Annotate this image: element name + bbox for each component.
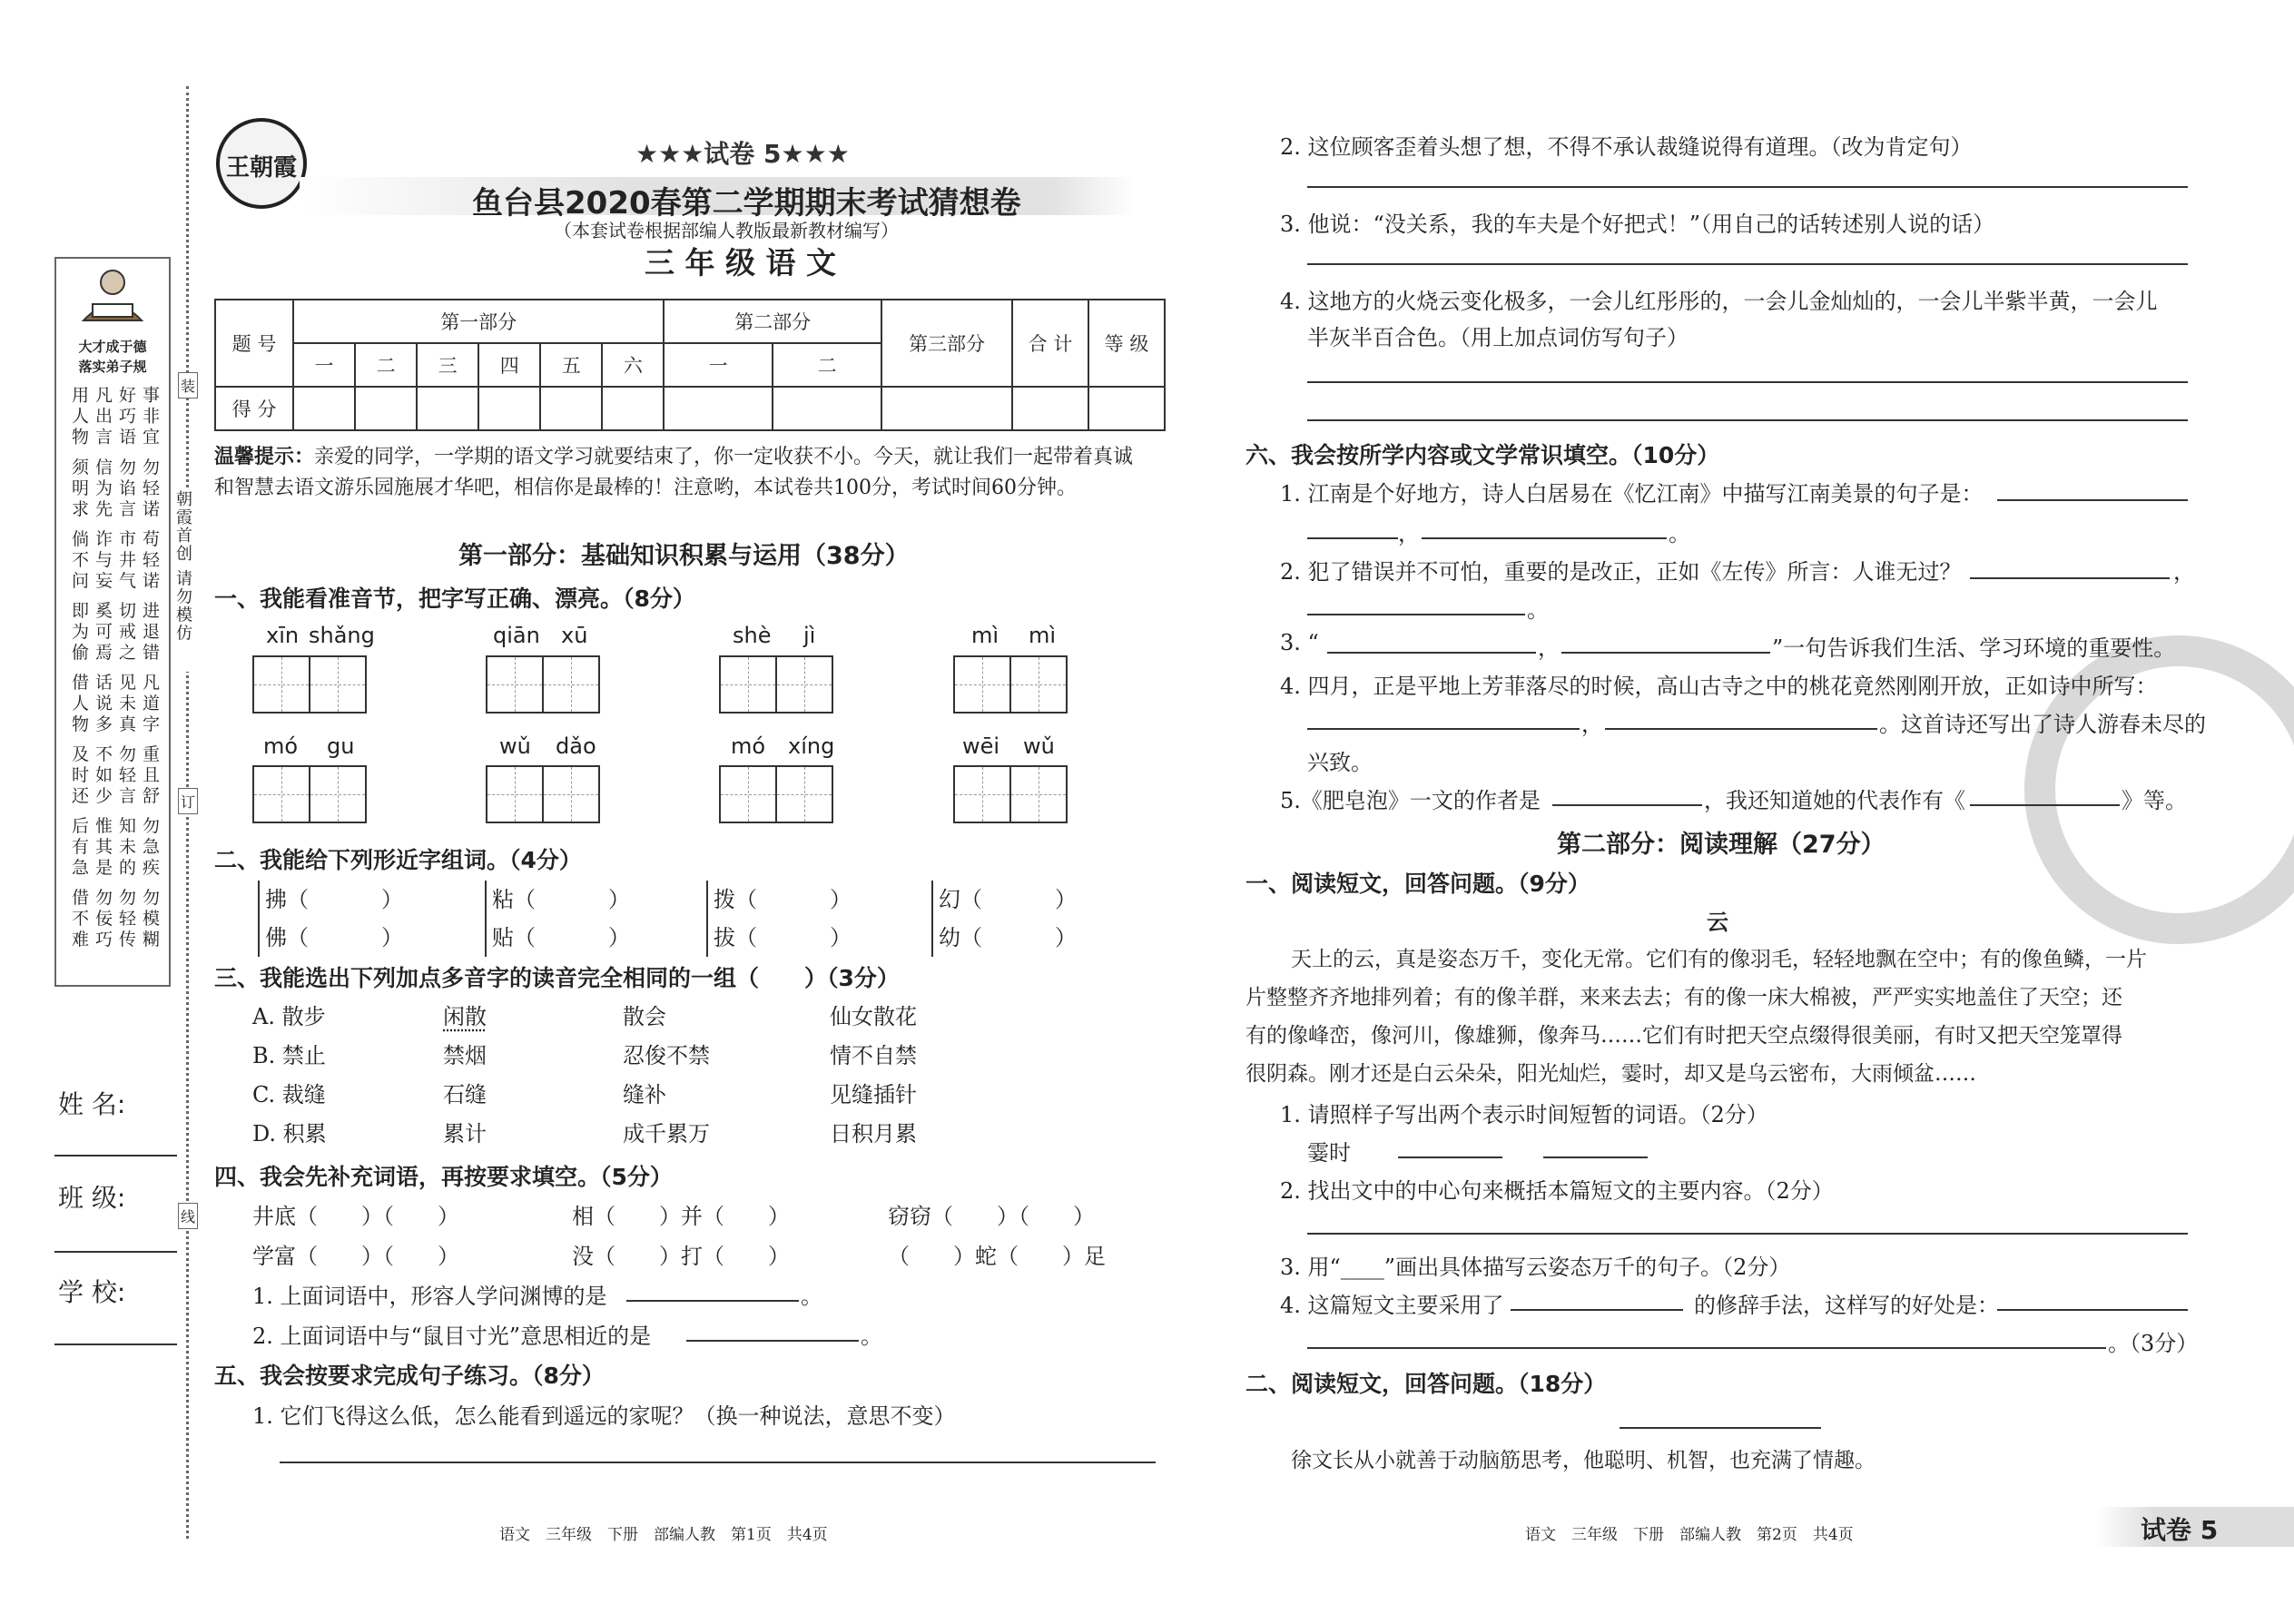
part1-header: 第一部分 <box>293 300 664 343</box>
q3-title: 三、我能选出下列加点多音字的读音完全相同的一组（ ）（3分） <box>214 965 900 991</box>
q6-s5b: ，我还知道她的代表作有《 <box>1704 788 1965 813</box>
q5-s1: 1. 它们飞得这么低，怎么能看到遥远的家呢？（换一种说法，意思不变） <box>252 1403 956 1429</box>
row-header: 题 号 <box>215 300 293 387</box>
option-word: 日积月累 <box>830 1121 917 1147</box>
brand-logo <box>216 118 307 209</box>
pinyin: qiān <box>493 623 540 648</box>
pair-word: 贴（ <box>492 925 536 950</box>
char-box[interactable] <box>775 655 833 714</box>
title-blank[interactable] <box>1620 1427 1821 1429</box>
option-word: 成千累万 <box>623 1121 710 1147</box>
proverb-text: 事非宜 勿轻诺 苟轻诺 进退错 凡道字 重且舒 勿急疾 勿模糊 好巧语 勿谄言 市井气 切戒之 见未真 勿轻言 知未的 勿轻传 凡出言 信为先 诈与妄 奚可焉 话说多 不如少 惟其是 勿佞巧 用人物 须明求 倘不问 即为偷 借人物 及时还 后有急 借不难 <box>69 386 160 951</box>
part2-title: 第二部分：阅读理解（27分） <box>1557 831 1885 859</box>
pinyin: mì <box>1029 623 1057 648</box>
option-b[interactable]: B. 禁止 <box>252 1043 326 1068</box>
idiom-fill[interactable]: 没（ ）打（ ） <box>572 1244 790 1269</box>
r1-q1: 1. 请照样子写出两个表示时间短暂的词语。（2分） <box>1280 1102 1768 1127</box>
tip-label: 温馨提示： <box>214 446 315 468</box>
pinyin: jì <box>803 623 816 648</box>
period: 。 <box>1527 597 1549 623</box>
idiom-fill[interactable]: （ ）蛇（ ）足 <box>888 1244 1106 1269</box>
comma: ， <box>1538 635 1560 661</box>
option-word: 情不自禁 <box>830 1043 917 1068</box>
pair-word: 拂（ <box>265 887 309 912</box>
passage-line-2: 片整整齐齐地排列着；有的像羊群，来来去去；有的像一床大棉被，严严实实地盖住了天空；还 <box>1245 986 2122 1009</box>
pair-close: ） <box>830 887 852 912</box>
r1-q4c: 。（3分） <box>2108 1331 2199 1356</box>
answer-blank[interactable] <box>1561 652 1770 654</box>
answer-blank[interactable] <box>1398 1156 1502 1158</box>
r1-q2: 2. 找出文中的中心句来概括本篇短文的主要内容。（2分） <box>1280 1178 1834 1204</box>
q6-s1: 1. 江南是个好地方，诗人白居易在《忆江南》中描写江南美景的句子是： <box>1280 481 1984 507</box>
answer-blank[interactable] <box>1552 804 1702 806</box>
pair-close: ） <box>381 887 403 912</box>
q5-s4a: 4. 这地方的火烧云变化极多，一会儿红彤彤的，一会儿金灿灿的，一会儿半紫半黄，一会儿 <box>1280 289 2158 314</box>
tip-line-1 <box>214 441 1133 469</box>
option-word: 忍俊不禁 <box>623 1043 710 1068</box>
footer-left: 语文 三年级 下册 部编人教 第1页 共4页 <box>499 1526 828 1544</box>
r1-q3: 3. 用“____”画出具体描写云姿态万千的句子。（2分） <box>1280 1255 1791 1280</box>
answer-blank[interactable] <box>626 1300 799 1302</box>
answer-blank[interactable] <box>686 1340 859 1342</box>
tip-line-2: 和智慧去语文游乐园施展才华吧，相信你是最棒的！注意哟，本试卷共100分，考试时间60分钟。 <box>214 477 1077 499</box>
answer-blank[interactable] <box>1970 804 2120 806</box>
option-word: 闲散 <box>443 1004 487 1029</box>
char-box[interactable] <box>953 655 1011 714</box>
scholar-figure <box>76 268 149 322</box>
idiom-fill[interactable]: 窃窃（ ）（ ） <box>888 1204 1095 1229</box>
q6-s2: 2. 犯了错误并不可怕，重要的是改正，正如《左传》所言：人谁无过？ <box>1280 559 1962 585</box>
comma: ， <box>1398 521 1420 546</box>
option-word: 石缝 <box>443 1082 487 1107</box>
score-cell[interactable] <box>293 387 355 430</box>
r2-first-line: 徐文长从小就善于动脑筋思考，他聪明、机智，也充满了情趣。 <box>1291 1449 1876 1472</box>
answer-line[interactable] <box>1307 419 2188 421</box>
score-cell[interactable] <box>540 387 602 430</box>
exam-note: （本套试卷根据部编人教版最新教材编写） <box>554 220 899 241</box>
pinyin: xū <box>561 623 588 648</box>
comma: ， <box>1581 712 1603 737</box>
score-cell[interactable] <box>478 387 540 430</box>
option-word: 累计 <box>443 1121 487 1147</box>
r2-title: 二、阅读短文，回答问题。（18分） <box>1245 1371 1607 1397</box>
series-label: ★★★试卷 5★★★ <box>635 139 850 169</box>
answer-line[interactable] <box>1307 1233 2188 1235</box>
pair-word: 幼（ <box>939 925 982 950</box>
q2-title: 二、我能给下列形近字组词。（4分） <box>214 847 582 873</box>
pair-word: 佛（ <box>265 925 309 950</box>
pair-word: 幻（ <box>939 887 982 912</box>
score-cell[interactable] <box>602 387 664 430</box>
exam-title: 鱼台县2020春第二学期期末考试猜想卷 <box>472 185 1021 221</box>
r1-q4b: 的修辞手法，这样写的好处是： <box>1694 1293 1999 1318</box>
col-p1-1: 一 <box>293 343 355 387</box>
school-field[interactable] <box>54 1343 177 1345</box>
answer-blank[interactable] <box>1997 1309 2188 1311</box>
char-box[interactable] <box>719 655 777 714</box>
q6-s4d: 兴致。 <box>1307 750 1373 775</box>
subject-title: 三 年 级 语 文 <box>645 245 836 281</box>
pair-1 <box>258 881 403 957</box>
idiom-fill[interactable]: 井底（ ）（ ） <box>252 1204 459 1229</box>
passage-line-1: 天上的云，真是姿态万千，变化无常。它们有的像羽毛，轻轻地飘在空中；有的像鱼鳞，一片 <box>1291 948 2147 971</box>
q6-s5c: 》等。 <box>2122 788 2187 813</box>
name-label: 姓 名: <box>58 1089 126 1119</box>
option-word: 散会 <box>623 1004 666 1029</box>
pinyin: xīn <box>266 623 300 648</box>
answer-blank[interactable] <box>1605 728 1877 730</box>
q5-s3: 3. 他说：“没关系，我的车夫是个好把式！”（用自己的话转述别人说的话） <box>1280 212 1995 237</box>
char-box[interactable] <box>486 655 544 714</box>
motto-top-2: 落实弟子规 <box>78 359 147 375</box>
comma: ， <box>2173 559 2195 585</box>
char-box[interactable] <box>486 765 544 823</box>
q5-s4b: 半灰半百合色。（用上加点词仿写句子） <box>1307 325 1689 350</box>
pinyin: wǔ <box>1023 733 1055 759</box>
pair-close: ） <box>830 925 852 950</box>
pair-close: ） <box>1055 887 1077 912</box>
grade-header: 等 级 <box>1088 300 1165 387</box>
answer-line[interactable] <box>1307 263 2188 265</box>
passage-line-4: 很阴森。刚才还是白云朵朵，阳光灿烂，霎时，却又是乌云密布，大雨倾盆…… <box>1245 1062 1976 1086</box>
q6-title: 六、我会按所学内容或文学常识填空。（10分） <box>1245 442 1720 468</box>
q6-s4: 4. 四月，正是平地上芳菲落尽的时候，高山古寺之中的桃花竟然刚刚开放，正如诗中所写： <box>1280 674 2158 699</box>
col-p1-2: 二 <box>355 343 417 387</box>
q5-s2: 2. 这位顾客歪着头想了想，不得不承认裁缝说得有道理。（改为肯定句） <box>1280 134 1973 160</box>
char-box[interactable] <box>542 765 600 823</box>
passage-line-3: 有的像峰峦，像河川，像雄狮，像奔马……它们有时把天空点缀得很美丽，有时又把天空笼罩得 <box>1245 1024 2122 1048</box>
option-word: 仙女散花 <box>830 1004 917 1029</box>
answer-blank[interactable] <box>1970 577 2170 579</box>
side-note: 朝霞首创 请勿模仿 <box>171 490 194 672</box>
q4-title: 四、我会先补充词语，再按要求填空。（5分） <box>214 1164 673 1190</box>
pair-word: 拔（ <box>714 925 757 950</box>
char-box[interactable] <box>309 765 367 823</box>
score-cell[interactable] <box>773 387 881 430</box>
pair-3 <box>706 881 852 957</box>
answer-blank[interactable] <box>1543 1156 1648 1158</box>
answer-line[interactable] <box>1307 1347 2106 1349</box>
option-word: 缝补 <box>623 1082 666 1107</box>
brand-name: 王朝霞 <box>225 154 297 182</box>
char-box[interactable] <box>252 765 310 823</box>
side-tag-1: 装 <box>178 372 198 399</box>
pinyin: dǎo <box>556 733 596 759</box>
char-box[interactable] <box>953 765 1011 823</box>
answer-line[interactable] <box>1307 186 2188 188</box>
score-label: 得 分 <box>215 387 293 430</box>
char-box[interactable] <box>309 655 367 714</box>
total-header: 合 计 <box>1012 300 1088 387</box>
col-p2-1: 一 <box>664 343 773 387</box>
period: 。 <box>1669 521 1690 546</box>
pinyin: shǎng <box>309 623 375 648</box>
side-tag-3: 线 <box>178 1203 198 1229</box>
answer-blank[interactable] <box>1422 537 1667 539</box>
pinyin: mì <box>971 623 999 648</box>
score-cell[interactable] <box>1012 387 1088 430</box>
char-box[interactable] <box>1009 765 1068 823</box>
score-table <box>214 299 1166 431</box>
answer-line[interactable] <box>1307 381 2188 383</box>
pair-4 <box>931 881 1077 957</box>
idiom-fill[interactable]: 学富（ ）（ ） <box>252 1244 459 1269</box>
score-cell[interactable] <box>355 387 417 430</box>
part2-header: 第二部分 <box>664 300 881 343</box>
pair-close: ） <box>608 887 630 912</box>
pair-2 <box>485 881 630 957</box>
option-a[interactable]: A. 散步 <box>252 1004 326 1029</box>
idiom-fill[interactable]: 相（ ）并（ ） <box>572 1204 790 1229</box>
col-p1-4: 四 <box>478 343 540 387</box>
pair-close: ） <box>1055 925 1077 950</box>
col-p1-6: 六 <box>602 343 664 387</box>
char-box[interactable] <box>775 765 833 823</box>
answer-blank[interactable] <box>1997 499 2188 501</box>
score-cell[interactable] <box>1088 387 1165 430</box>
pinyin: mó <box>263 733 299 759</box>
option-word: 见缝插针 <box>830 1082 917 1107</box>
r1-q1-example: 霎时 <box>1307 1140 1351 1166</box>
pair-close: ） <box>608 925 630 950</box>
class-field[interactable] <box>54 1251 177 1253</box>
char-box[interactable] <box>542 655 600 714</box>
period: 。 <box>801 1284 822 1309</box>
q6-s5a: 5.《肥皂泡》一文的作者是 <box>1280 788 1541 813</box>
pair-word: 拨（ <box>714 887 757 912</box>
char-box[interactable] <box>252 655 310 714</box>
q6-s4c: 。这首诗还写出了诗人游春未尽的 <box>1879 712 2206 737</box>
answer-blank[interactable] <box>1327 652 1536 654</box>
r1-q4a: 4. 这篇短文主要采用了 <box>1280 1293 1504 1318</box>
pinyin: shè <box>733 623 772 648</box>
col-p2-2: 二 <box>773 343 881 387</box>
col-p1-3: 三 <box>417 343 478 387</box>
score-cell[interactable] <box>664 387 773 430</box>
q1-title: 一、我能看准音节，把字写正确、漂亮。（8分） <box>214 586 695 612</box>
option-word: 禁烟 <box>443 1043 487 1068</box>
q4-s1: 1. 上面词语中，形容人学问渊博的是 <box>252 1284 607 1309</box>
part1-title: 第一部分：基础知识积累与运用（38分） <box>458 542 910 570</box>
option-c[interactable]: C. 裁缝 <box>252 1082 326 1107</box>
r1-title: 一、阅读短文，回答问题。（9分） <box>1245 871 1590 897</box>
option-d[interactable]: D. 积累 <box>252 1121 327 1147</box>
passage-title: 云 <box>1707 909 1728 935</box>
score-cell[interactable] <box>417 387 478 430</box>
tip-text-1: 亲爱的同学，一学期的语文学习就要结束了，你一定收获不小。今天，就让我们一起带着真诚 <box>314 446 1134 468</box>
pinyin: xíng <box>788 733 835 759</box>
pinyin: wēi <box>962 733 1000 759</box>
q6-s3a: 3. “ <box>1280 630 1319 655</box>
name-field[interactable] <box>54 1155 177 1156</box>
char-box[interactable] <box>719 765 777 823</box>
answer-blank[interactable] <box>1307 728 1580 730</box>
answer-blank[interactable] <box>1307 537 1398 539</box>
q5-title: 五、我会按要求完成句子练习。（8分） <box>214 1363 605 1389</box>
pinyin: mó <box>731 733 766 759</box>
answer-blank[interactable] <box>1307 614 1525 615</box>
part3-header: 第三部分 <box>881 300 1012 387</box>
answer-line[interactable] <box>280 1462 1156 1463</box>
score-cell[interactable] <box>881 387 1012 430</box>
footer-right: 语文 三年级 下册 部编人教 第2页 共4页 <box>1525 1526 1854 1544</box>
pinyin: wǔ <box>499 733 531 759</box>
pair-word: 粘（ <box>492 887 536 912</box>
answer-blank[interactable] <box>1511 1309 1683 1311</box>
q6-s3c: ”一句告诉我们生活、学习环境的重要性。 <box>1772 635 2176 661</box>
col-p1-5: 五 <box>540 343 602 387</box>
pair-close: ） <box>381 925 403 950</box>
side-tag-2: 订 <box>178 788 198 814</box>
class-label: 班 级: <box>58 1183 126 1213</box>
corner-badge-text: 试卷 5 <box>2141 1515 2219 1545</box>
school-label: 学 校: <box>58 1277 126 1307</box>
motto-top: 大才成于德 <box>78 339 147 355</box>
period: 。 <box>861 1324 882 1349</box>
pinyin: gu <box>327 733 355 759</box>
char-box[interactable] <box>1009 655 1068 714</box>
sidebar-motto-box <box>54 257 171 987</box>
q4-s2: 2. 上面词语中与“鼠目寸光”意思相近的是 <box>252 1324 652 1349</box>
corner-badge <box>2097 1507 2294 1547</box>
